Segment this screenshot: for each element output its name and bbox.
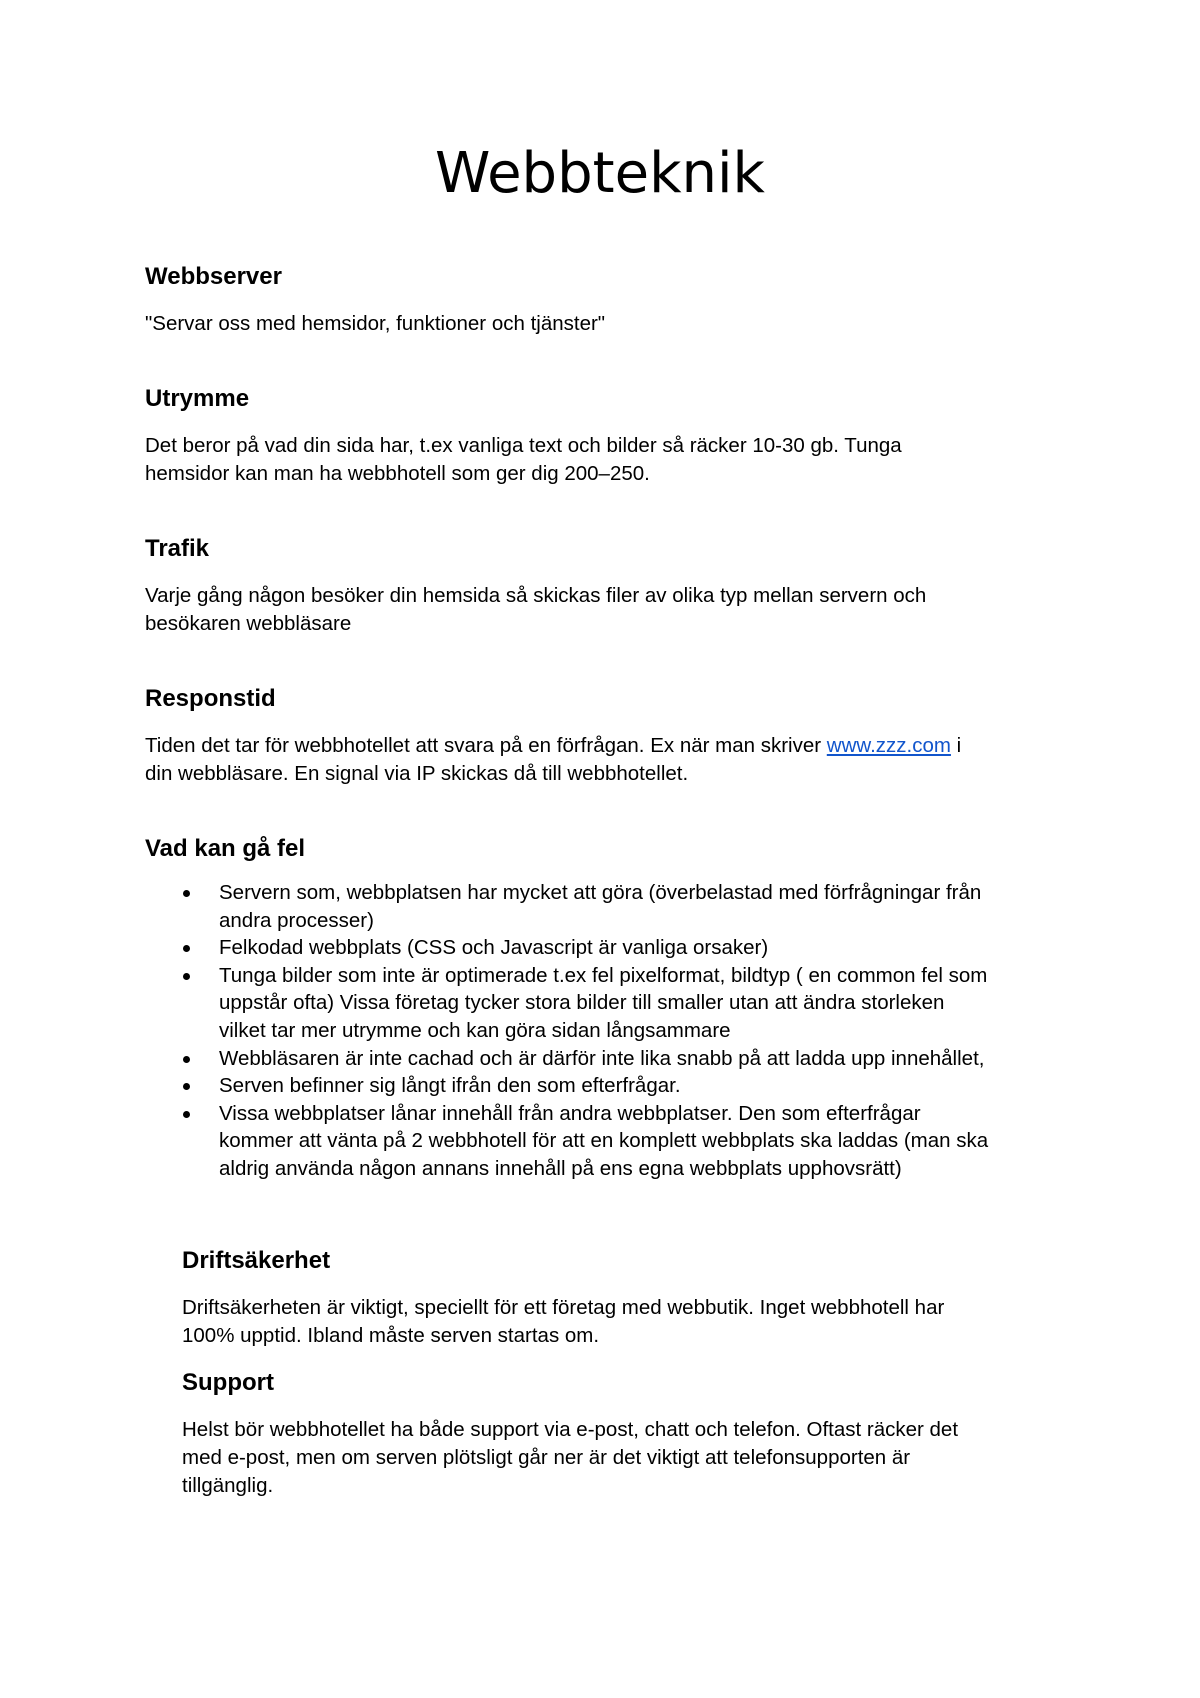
- bullet-dot-icon: [183, 1111, 190, 1118]
- text-support-line-2: med e-post, men om serven plötsligt går ner är det viktigt att telefonsupporten är: [182, 1446, 911, 1469]
- list-item-line: Vissa webbplatser lånar innehåll från andra webbplatser. Den som efterfrågar: [219, 1101, 921, 1125]
- list-item-line: kommer att vänta på 2 webbhotell för att en komplett webbplats ska laddas (man ska: [219, 1129, 989, 1153]
- heading-trafik: Trafik: [145, 535, 210, 562]
- text-trafik-line-1: Varje gång någon besöker din hemsida så skickas filer av olika typ mellan servern och: [145, 584, 927, 607]
- list-item: [145, 962, 1065, 1045]
- list-item: [145, 1045, 1065, 1073]
- heading-vad-kan-ga-fel: Vad kan gå fel: [145, 835, 306, 862]
- list-item-line: Webbläsaren är inte cachad och är därför inte lika snabb på att ladda upp innehållet,: [219, 1046, 985, 1070]
- heading-utrymme: Utrymme: [145, 385, 250, 412]
- text-utrymme-line-2: hemsidor kan man ha webbhotell som ger dig 200–250.: [145, 462, 650, 485]
- bullet-dot-icon: [183, 1083, 190, 1090]
- list-item: [145, 1072, 1065, 1100]
- text-trafik-line-2: besökaren webbläsare: [145, 612, 352, 635]
- list-item-line: Felkodad webbplats (CSS och Javascript är vanliga orsaker): [219, 936, 769, 960]
- bullet-dot-icon: [183, 973, 190, 980]
- heading-driftsakerhet: Driftsäkerhet: [182, 1247, 331, 1274]
- zzz-link[interactable]: www.zzz.com: [826, 734, 951, 757]
- text-support-line-1: Helst bör webbhotellet ha både support via e-post, chatt och telefon. Oftast räcker det: [182, 1418, 959, 1441]
- text-utrymme-line-1: Det beror på vad din sida har, t.ex vanliga text och bilder så räcker 10-30 gb. Tunga: [145, 434, 902, 457]
- list-item: [145, 879, 1065, 934]
- text-driftsakerhet-line-2: 100% upptid. Ibland måste serven startas om.: [182, 1324, 600, 1347]
- text-responstid-line-2: din webbläsare. En signal via IP skickas då till webbhotellet.: [145, 762, 689, 785]
- list-item: [145, 934, 1065, 962]
- heading-responstid: Responstid: [145, 685, 276, 712]
- document-title: Webbteknik: [435, 141, 765, 206]
- heading-webbserver: Webbserver: [145, 263, 282, 290]
- text-webbserver: "Servar oss med hemsidor, funktioner och tjänster": [145, 312, 606, 335]
- bullet-dot-icon: [183, 1056, 190, 1063]
- text-driftsakerhet-line-1: Driftsäkerheten är viktigt, speciellt för ett företag med webbutik. Inget webbhotell har: [182, 1296, 945, 1319]
- list-item: [145, 1100, 1065, 1183]
- list-item-line: Serven befinner sig långt ifrån den som efterfrågar.: [219, 1074, 681, 1098]
- text-responstid-post: i: [950, 734, 962, 757]
- heading-support: Support: [182, 1369, 274, 1396]
- list-item-line: Servern som, webbplatsen har mycket att göra (överbelastad med förfrågningar från: [219, 881, 982, 904]
- text-responstid-line-1: [145, 732, 961, 760]
- list-item-line: uppstår ofta) Vissa företag tycker stora bilder till smaller utan att ändra storleken: [219, 991, 945, 1015]
- list-item-line: vilket tar mer utrymme och kan göra sidan långsammare: [219, 1018, 731, 1042]
- list-item-line: Tunga bilder som inte är optimerade t.ex fel pixelformat, bildtyp ( en common fel som: [219, 963, 988, 987]
- bullet-list: [145, 879, 1065, 1183]
- list-item-line: andra processer): [219, 908, 374, 932]
- text-responstid-pre: Tiden det tar för webbhotellet att svara på en förfrågan. Ex när man skriver: [145, 734, 827, 757]
- bullet-dot-icon: [183, 945, 190, 952]
- text-support-line-3: tillgänglig.: [182, 1474, 274, 1497]
- list-item-line: aldrig använda någon annans innehåll på ens egna webbplats upphovsrätt): [219, 1156, 902, 1180]
- bullet-dot-icon: [183, 890, 190, 897]
